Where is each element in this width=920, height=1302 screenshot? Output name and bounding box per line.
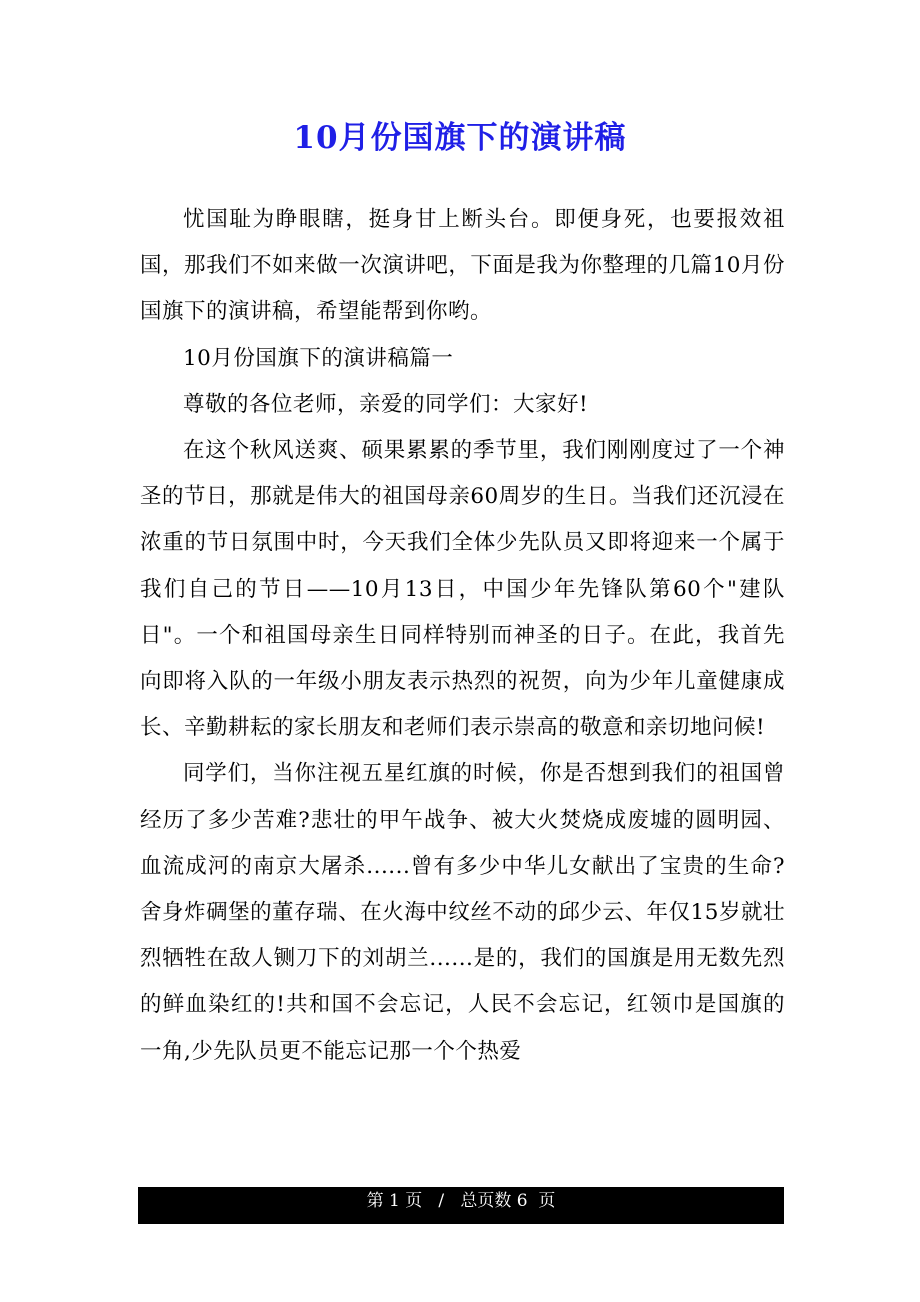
body-paragraph-history: 同学们，当你注视五星红旗的时候，你是否想到我们的祖国曾经历了多少苦难?悲壮的甲午战争、被大火焚烧成废墟的圆明园、血流成河的南京大屠杀......曾有多少中华儿女献出了宝贵的生命?舍身炸碉堡的董存瑞、在火海中纹丝不动的邱少云、年仅15岁就壮烈牺牲在敌人铡刀下的刘胡兰......是的，我们的国旗是用无数先烈的鲜血染红的!共和国不会忘记，人民不会忘记，红领巾是国旗的一角,少先队员更不能忘记那一个个热爱: [140, 761, 785, 1064]
document-body: [140, 197, 785, 1075]
body-paragraph-heading: 10月份国旗下的演讲稿篇一: [183, 345, 454, 371]
body-paragraph-greeting: 尊敬的各位老师，亲爱的同学们：大家好!: [183, 391, 589, 417]
page-number-label: 第 1 页 / 总页数 6 页: [366, 1191, 556, 1211]
document-title: 10月份国旗下的演讲稿: [293, 120, 627, 156]
page-footer: [138, 1187, 784, 1224]
body-paragraph-festival: 在这个秋风送爽、硕果累累的季节里，我们刚刚度过了一个神圣的节日，那就是伟大的祖国母亲60周岁的生日。当我们还沉浸在浓重的节日氛围中时，今天我们全体少先队员又即将迎来一个属于我们自己的节日——10月13日，中国少年先锋队第60个"建队日"。一个和祖国母亲生日同样特别而神圣的日子。在此，我首先向即将入队的一年级小朋友表示热烈的祝贺，向为少年儿童健康成长、辛勤耕耘的家长朋友和老师们表示崇高的敬意和亲切地问候!: [140, 438, 785, 741]
body-paragraph-intro: 忧国耻为睁眼瞎，挺身甘上断头台。即便身死，也要报效祖国，那我们不如来做一次演讲吧，下面是我为你整理的几篇10月份国旗下的演讲稿，希望能帮到你哟。: [140, 207, 785, 325]
